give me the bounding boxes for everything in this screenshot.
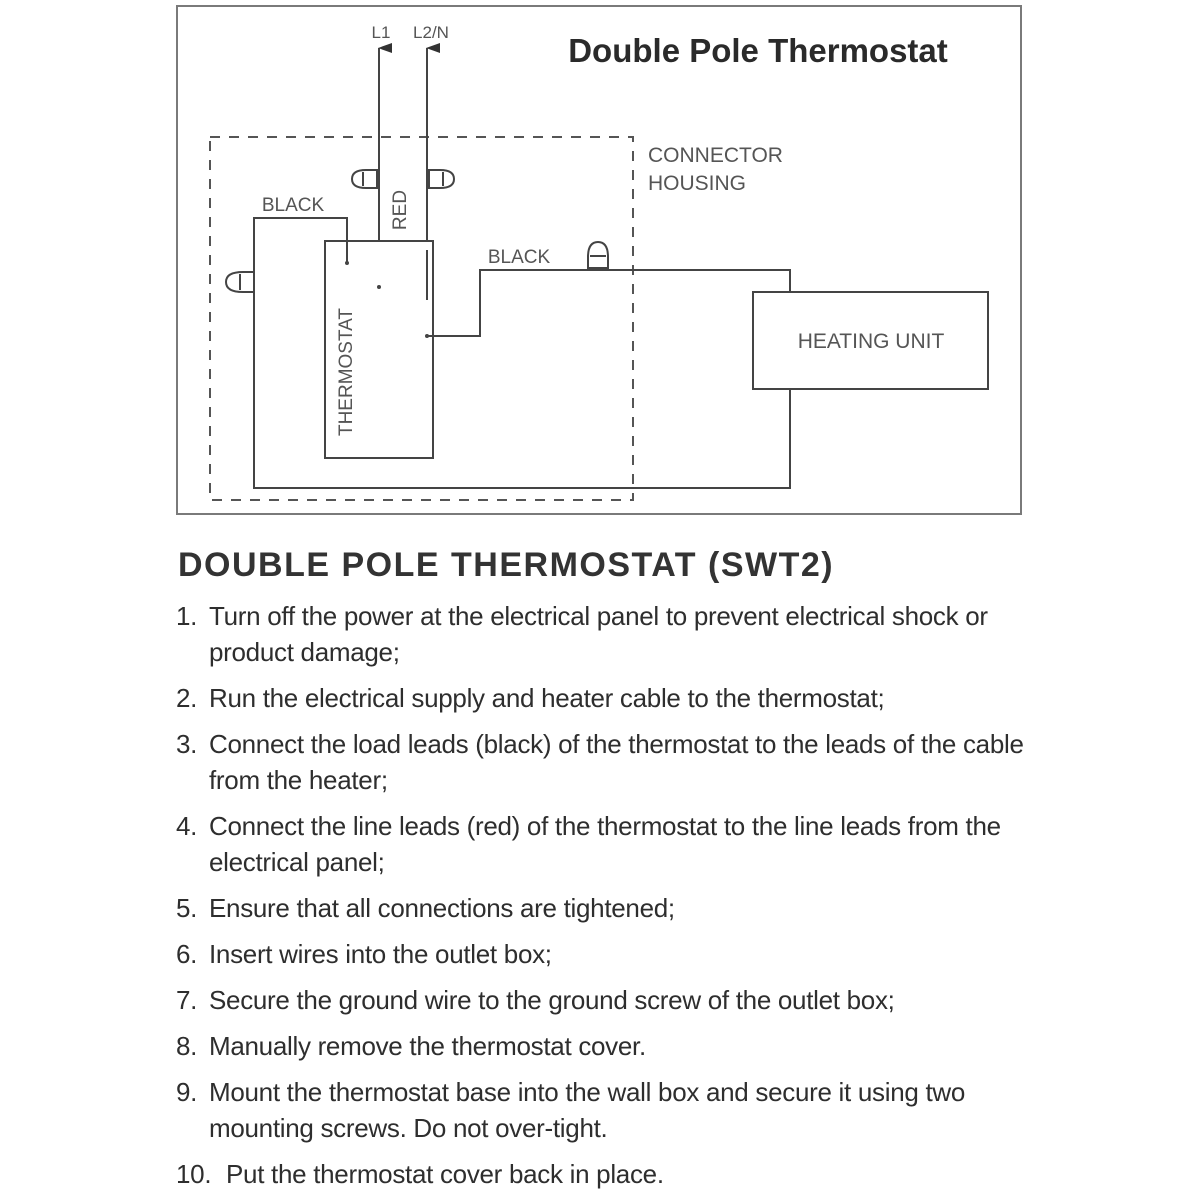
step-number: 5.: [176, 893, 198, 923]
step-text: Secure the ground wire to the ground screw of the outlet box;: [209, 985, 895, 1015]
black-wire-right: [427, 270, 790, 336]
step-number: 8.: [176, 1031, 198, 1061]
heating-unit-label: HEATING UNIT: [797, 330, 945, 353]
step-text: Turn off the power at the electrical panel to prevent electrical shock or product damage;: [209, 601, 988, 667]
step-number: 4.: [176, 811, 198, 841]
step-number: 10.: [176, 1159, 212, 1189]
connector-housing-label-line1: CONNECTOR: [648, 144, 783, 167]
wire-nut-l2n: [429, 170, 454, 188]
step-item: [176, 936, 1046, 972]
diagram-title: Double Pole Thermostat: [568, 32, 948, 69]
step-item: [176, 808, 1046, 880]
wire-nut-left: [226, 272, 254, 292]
wire-label-red: RED: [390, 189, 411, 231]
step-text: Insert wires into the outlet box;: [209, 939, 552, 969]
step-item: [176, 726, 1046, 798]
wire-label-black-left: BLACK: [261, 195, 325, 216]
step-text: Run the electrical supply and heater cable to the thermostat;: [209, 683, 885, 713]
step-item: [176, 890, 1046, 926]
terminal-l2n-label: L2/N: [413, 23, 449, 42]
step-item: [176, 1028, 1046, 1064]
instruction-steps: [176, 598, 1046, 1202]
step-item: [176, 982, 1046, 1018]
step-item: [176, 1074, 1046, 1146]
step-number: 1.: [176, 601, 198, 631]
step-text: Connect the load leads (black) of the thermostat to the leads of the cable from the heater;: [209, 729, 1024, 795]
wire-nut-right: [588, 242, 608, 268]
wire-label-black-right: BLACK: [487, 247, 551, 268]
instructions-heading: DOUBLE POLE THERMOSTAT (SWT2): [178, 546, 835, 584]
step-text: Manually remove the thermostat cover.: [209, 1031, 646, 1061]
step-number: 6.: [176, 939, 198, 969]
step-text: Mount the thermostat base into the wall box and secure it using two mounting screws. Do not over-tight.: [209, 1077, 966, 1143]
step-item: [176, 680, 1046, 716]
step-text: Put the thermostat cover back in place.: [226, 1159, 664, 1189]
wiring-diagram: [0, 0, 1200, 540]
thermostat-label: THERMOSTAT: [336, 307, 357, 437]
step-text: Connect the line leads (red) of the thermostat to the line leads from the electrical panel;: [209, 811, 1001, 877]
step-item: [176, 1156, 1046, 1192]
step-number: 3.: [176, 729, 198, 759]
step-number: 2.: [176, 683, 198, 713]
terminal-l1-label: L1: [371, 23, 391, 42]
wire-nut-l1: [352, 170, 377, 188]
step-number: 9.: [176, 1077, 198, 1107]
step-item: [176, 598, 1046, 670]
step-number: 7.: [176, 985, 198, 1015]
step-text: Ensure that all connections are tightened;: [209, 893, 675, 923]
connector-housing-label-line2: HOUSING: [648, 172, 747, 195]
